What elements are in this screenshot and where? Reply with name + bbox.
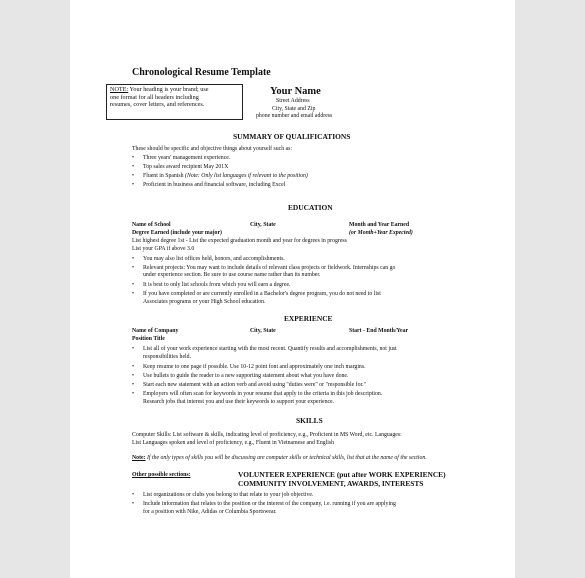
experience-bullet-1: List all of your work experience starting with the most recent. Quantify results and accomplishments, not just <box>143 346 397 352</box>
experience-bullet-3: Use bullets to guide the reader to a new supporting statement about what you have done. <box>143 373 349 379</box>
school-name: Name of School <box>132 222 171 228</box>
skills-note-text: If the only types of skills you will be discussing are computer skills or technical skills, list that at the name of the section. <box>146 455 427 461</box>
education-line-2: List your GPA if above 3.0 <box>132 246 195 252</box>
position-title: Position Title <box>132 336 165 342</box>
summary-heading: SUMMARY OF QUALIFICATIONS <box>233 132 351 141</box>
bullet-icon: • <box>132 501 135 507</box>
bullet-icon: • <box>132 155 135 161</box>
bullet-icon: • <box>132 282 135 288</box>
other-bullet-2-cont: for a position with Nike, Adidas or Columbia Sportswear. <box>143 509 277 515</box>
bullet-icon: • <box>132 164 135 170</box>
summary-intro: These should be specific and objective things about yourself such as: <box>132 146 293 152</box>
education-bullet-2-cont: under experience section. Be sure to use course name rather than its number. <box>143 272 321 278</box>
bullet-icon: • <box>132 291 135 297</box>
skills-note-label: Note: <box>132 455 146 461</box>
skills-line-2: List Languages spoken and level of proficiency, e.g., Fluent in Vietnamese and English <box>132 440 335 446</box>
education-heading: EDUCATION <box>288 203 333 212</box>
bullet-icon: • <box>132 256 135 262</box>
bullet-icon: • <box>132 364 135 370</box>
school-location: City, State <box>250 222 276 228</box>
summary-bullet-3: Fluent in Spanish (Note: Only list languages if relevant to the position) <box>143 173 308 179</box>
bullet-icon: • <box>132 391 135 397</box>
graduation-date: Month and Year Earned <box>349 222 410 228</box>
note-line-3: resumes, cover letters, and references. <box>110 101 205 109</box>
note-label: NOTE: <box>110 86 129 93</box>
summary-bullet-1: Three years' management experience. <box>143 155 231 161</box>
other-bullet-1: List organizations or clubs you belong to that relate to your job objective. <box>143 492 314 498</box>
education-line-1: List highest degree 1st - List the expected graduation month and year for degrees in progress <box>132 238 347 244</box>
experience-bullet-5-cont: Research jobs that interest you and use their keywords to support your experience. <box>143 399 335 405</box>
skills-heading: SKILLS <box>296 416 323 425</box>
expected-date: (or Month+Year Expected) <box>349 230 413 236</box>
experience-bullet-5: Employers will often scan for keywords in your resume that apply to the criteria in this job description. <box>143 391 383 397</box>
experience-bullet-1-cont: responsibilities held. <box>143 354 191 360</box>
document-title: Chronological Resume Template <box>132 67 271 78</box>
note-line-1: Your heading is your brand; use <box>129 86 209 93</box>
bullet-icon: • <box>132 373 135 379</box>
company-name: Name of Company <box>132 328 179 334</box>
your-name: Your Name <box>270 86 321 97</box>
experience-heading: EXPERIENCE <box>284 314 333 323</box>
other-sections-line-1: VOLUNTEER EXPERIENCE (put after WORK EXPERIENCE) <box>238 470 446 479</box>
language-note: (Note: Only list languages if relevant to the position) <box>185 173 308 179</box>
other-sections-line-2: COMMUNITY INVOLVEMENT, AWARDS, INTERESTS <box>238 479 424 488</box>
education-bullet-4-cont: Associates programs or your High School education. <box>143 299 266 305</box>
summary-bullet-4: Proficient in business and financial software, including Excel <box>143 182 286 188</box>
heading-note-box <box>106 84 243 120</box>
bullet-icon: • <box>132 492 135 498</box>
education-bullet-1: You may also list offices held, honors, and accomplishments. <box>143 256 285 262</box>
bullet-icon: • <box>132 382 135 388</box>
bullet-icon: • <box>132 265 135 271</box>
experience-bullet-2: Keep resume to one page if possible. Use 10-12 point font and approximately one inch margins. <box>143 364 366 370</box>
other-bullet-2: Include information that relates to the position or the interest of the company, i.e. running if you are applying <box>143 501 396 507</box>
employment-dates: Start - End Month/Year <box>349 328 409 334</box>
summary-bullet-2: Top sales award recipient May 201X <box>143 164 229 170</box>
experience-bullet-4: Start each new statement with an action verb and avoid using "duties were" or "responsible for." <box>143 382 366 388</box>
degree-earned: Degree Earned (include your major) <box>132 230 222 236</box>
education-bullet-4: If you have completed or are currently enrolled in a Bachelor's degree program, you do not need to list <box>143 291 381 297</box>
phone-email: phone number and email address <box>256 113 333 119</box>
note-line-2: one format for all headers including <box>110 93 199 101</box>
skills-note <box>132 455 427 462</box>
bullet-icon: • <box>132 173 135 179</box>
skills-line-1: Computer Skills: List software & skills, indicating level of proficiency, e.g., Proficient in MS Word, etc. Languages: <box>132 432 402 438</box>
bullet-icon: • <box>132 346 135 352</box>
bullet-icon: • <box>132 182 135 188</box>
city-state-zip: City, State and Zip <box>272 106 316 112</box>
other-sections-label: Other possible sections: <box>132 472 191 478</box>
education-bullet-2: Relevant projects: You may want to include details of relevant class projects or fieldwork. Internships can go <box>143 265 396 271</box>
education-bullet-3: It is best to only list schools from which you will earn a degree. <box>143 282 291 288</box>
company-location: City, State <box>250 328 276 334</box>
street-address: Street Address <box>276 98 310 104</box>
resume-page <box>70 0 515 578</box>
